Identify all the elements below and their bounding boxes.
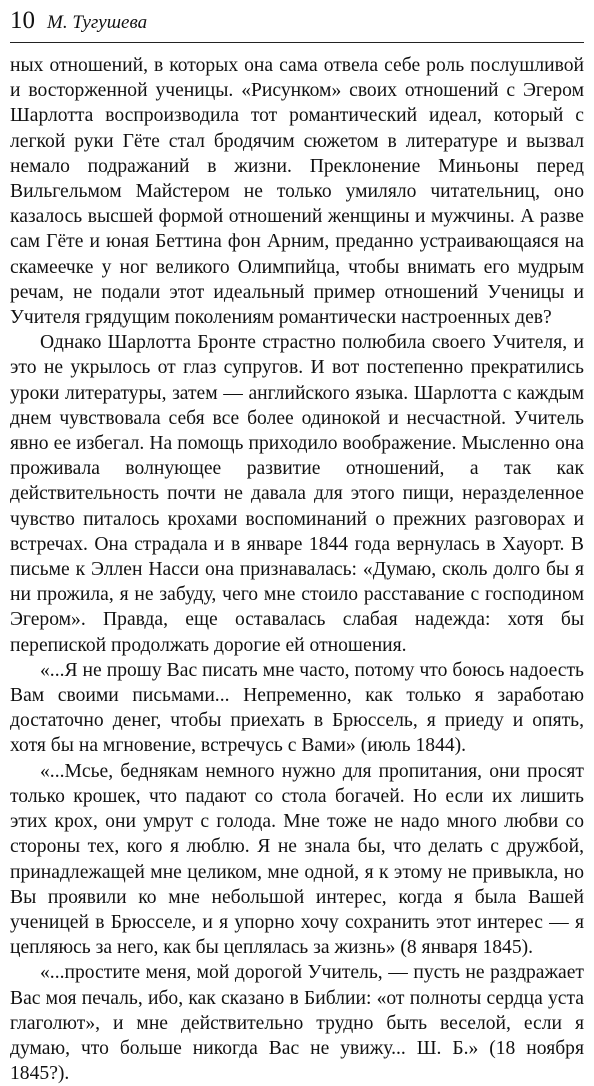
paragraph-continuation: ных отношений, в которых она сама отвела себе роль послушливой и восторженной ученицы. «Рисунком» своих отношений с Эгером Шарлотта воспроизводила тот романтический идеал, который с легкой руки Гёте стал бродячим сюжетом в литературе и вызвал немало подражаний в жизни. Преклонение Миньоны перед Вильгельмом Майстером не только умиляло читательниц, оно казалось высшей формой отношений женщины и мужчины. А разве сам Гёте и юная Беттина фон Арним, преданно устраивающаяся на скамеечке у ног великого Олимпийца, чтобы внимать его мудрым речам, не подали этот идеальный пример отношений Ученицы и Учителя грядущим поколениям романтически настроенных дев? bbox=[10, 55, 584, 329]
page-number: 10 bbox=[10, 7, 35, 34]
book-page bbox=[10, 6, 584, 1086]
letter-quote: «...простите меня, мой дорогой Учитель, — пусть не раздражает Вас моя печаль, ибо, как сказано в Библии: «от полноты сердца уста глаголют», и мне действительно трудно быть веселой, если я думаю, что больше никогда Вас не увижу... Ш. Б.» (18 ноября 1845?). bbox=[10, 962, 584, 1085]
page-header bbox=[10, 6, 584, 43]
letter-quote: «...Мсье, беднякам немного нужно для пропитания, они просят только крошек, что падают со стола богачей. Но если их лишить этих крох, они умрут с голода. Мне тоже не надо много любви со стороны тех, кого я люблю. Я не знала бы, что делать с дружбой, принадлежащей мне целиком, мне одной, я к этому не привыкла, но Вы проявили ко мне небольшой интерес, когда я была Вашей ученицей в Брюсселе, и я упорно хочу сохранить этот интерес — я цепляюсь за него, как бы цеплялась за жизнь» (8 января 1845). bbox=[10, 760, 584, 959]
letter-quote: «...Я не прошу Вас писать мне часто, потому что боюсь надоесть Вам своими письмами... Непременно, как только я заработаю достаточно денег, чтобы приехать в Брюссель, я приеду и опять, хотя бы на мгновение, встречусь с Вами» (июль 1844). bbox=[10, 659, 584, 757]
paragraph: Однако Шарлотта Бронте страстно полюбила своего Учителя, и это не укрылось от глаз супругов. И вот постепенно прекратились уроки литературы, затем — английского языка. Шарлотта с каждым днем чувствовала себя все более одинокой и несчастной. Учитель явно ее избегал. На помощь приходило воображение. Мысленно она проживала волнующее развитие отношений, а так как действительность почти не давала для этого пищи, неразделенное чувство питалось крохами воспоминаний о прежних разговорах и встречах. Она страдала и в январе 1844 года вернулась в Хауорт. В письме к Эллен Насси она признавалась: «Думаю, сколь долго бы я ни прожила, я не забуду, чего мне стоило расставание с господином Эгером». Правда, еще оставалась слабая надежда: хотя бы перепиской продолжать дорогие ей отношения. bbox=[10, 332, 584, 656]
body-text bbox=[10, 53, 584, 1086]
running-title: М. Тугушева bbox=[47, 12, 148, 33]
